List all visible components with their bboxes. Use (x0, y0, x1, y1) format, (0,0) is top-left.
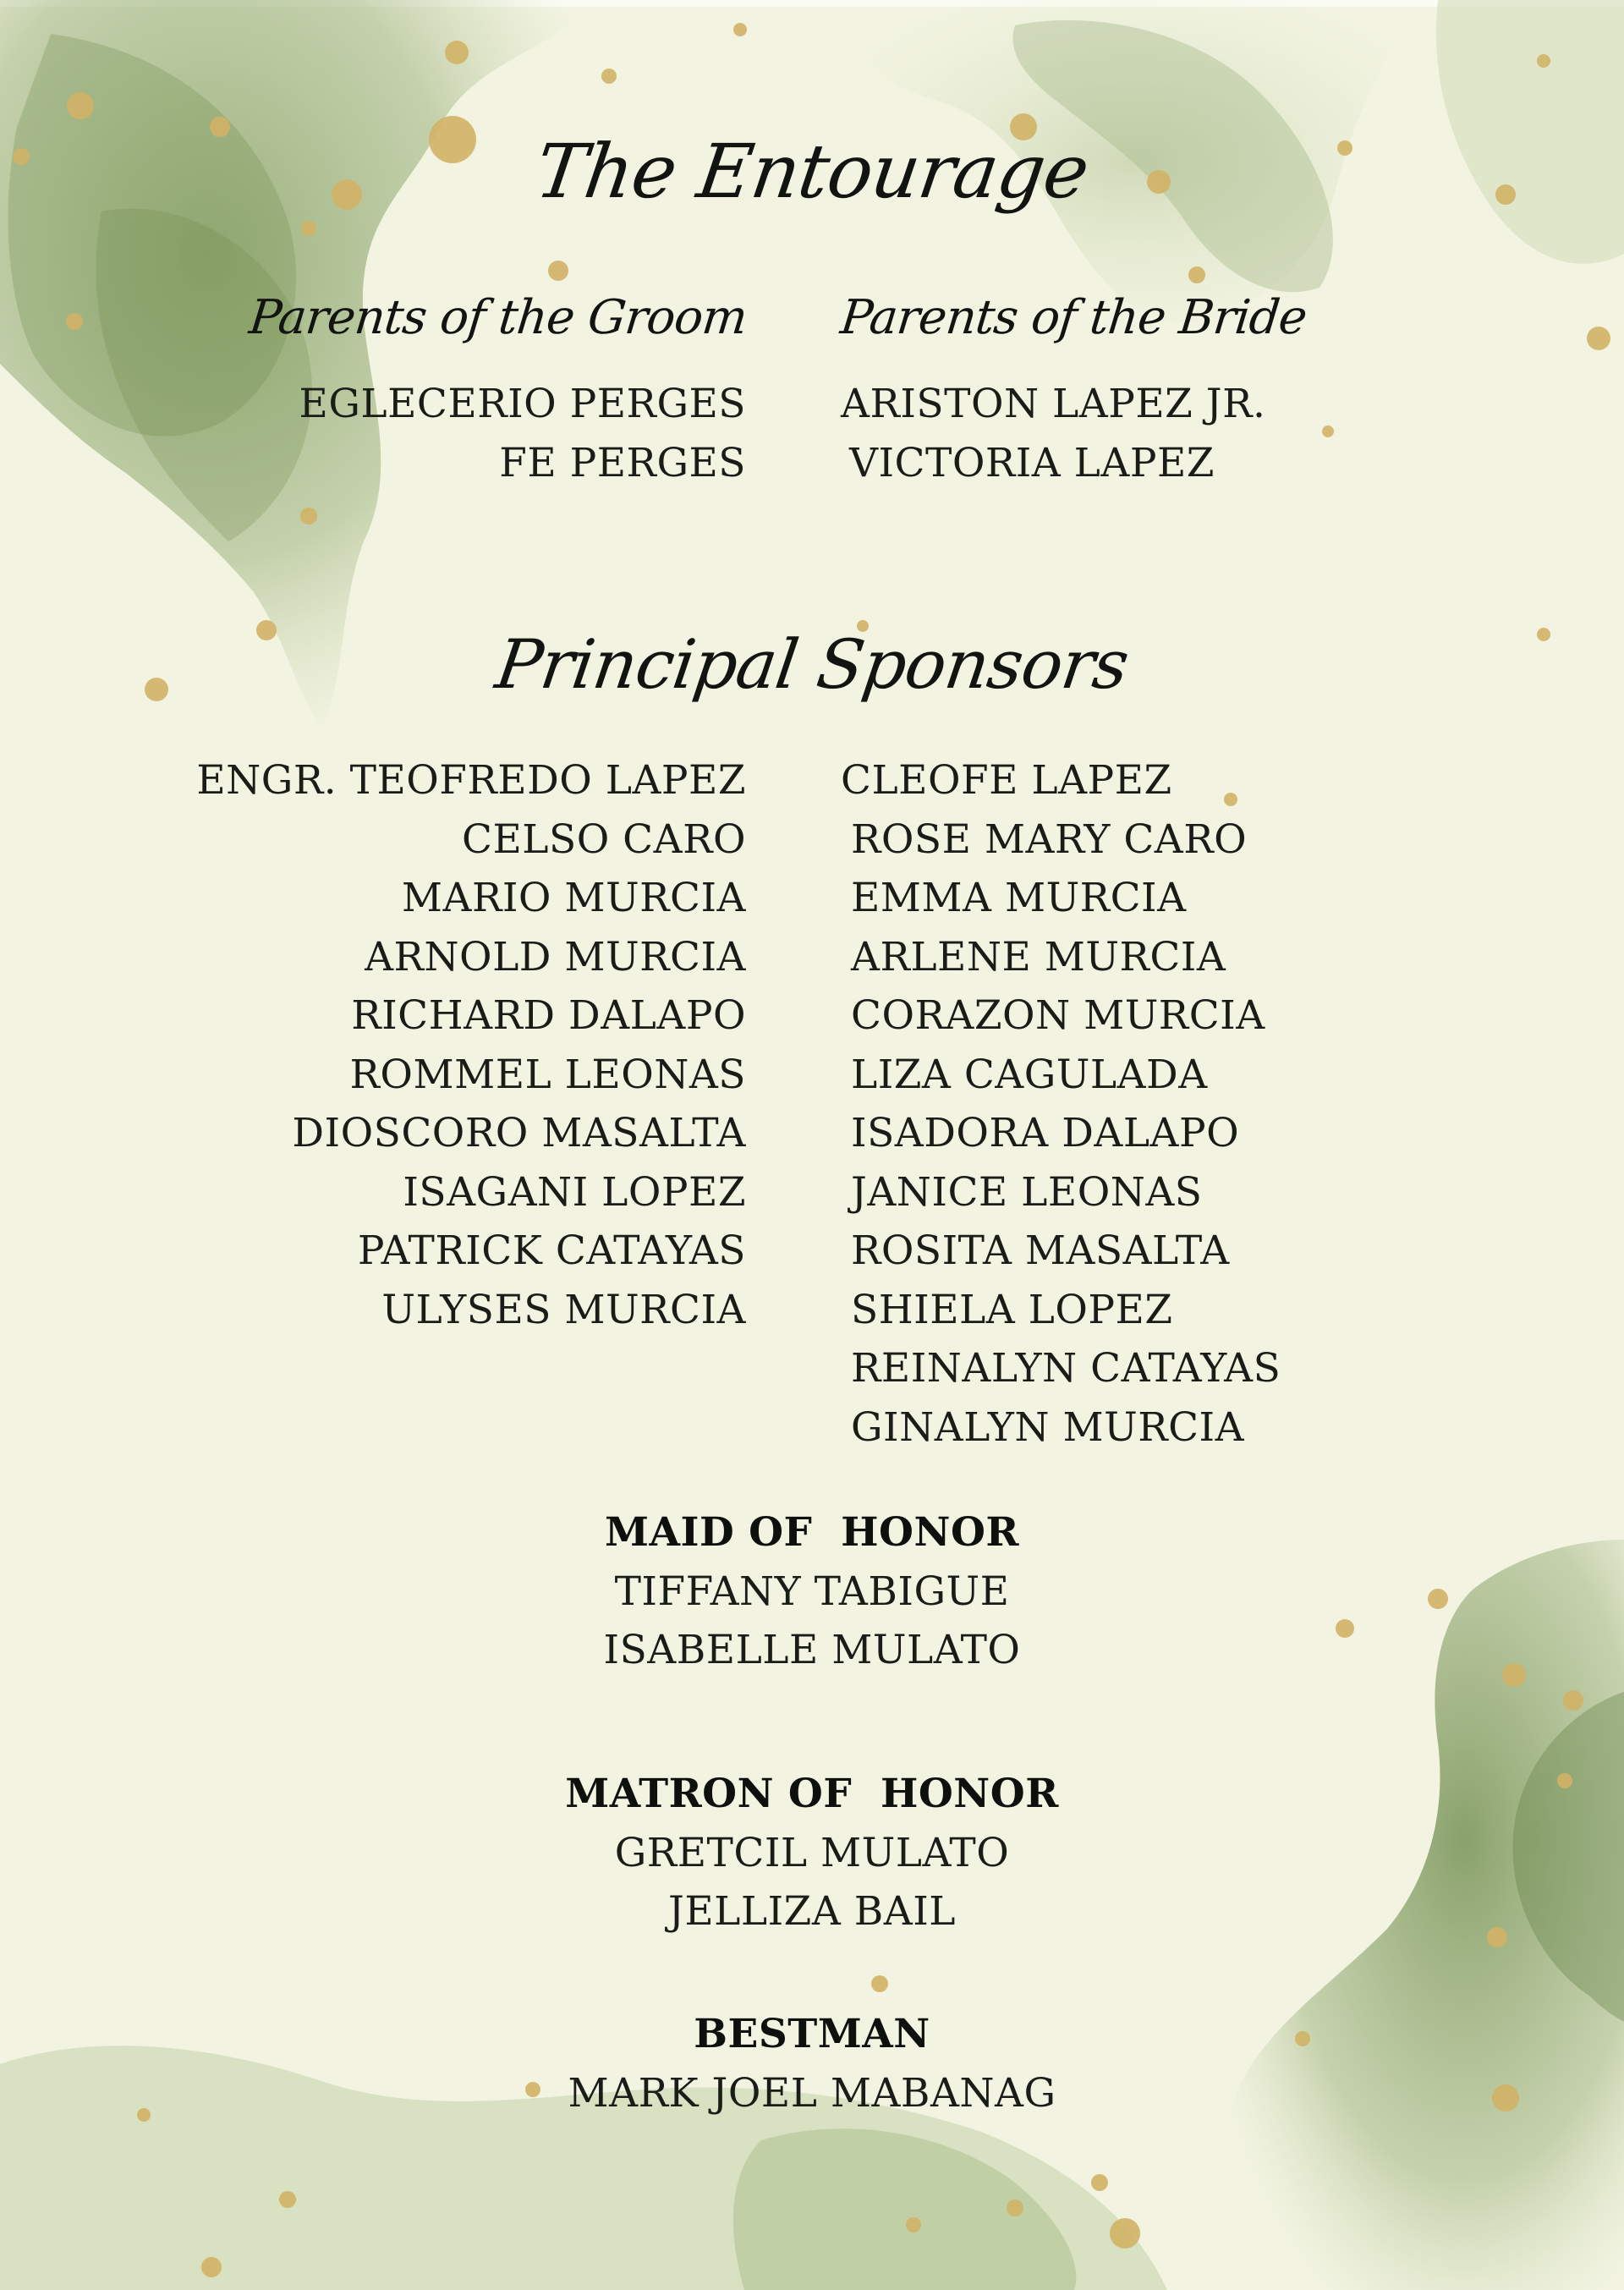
list-item: TIFFANY TABIGUE (614, 1568, 1010, 1615)
page-title: The Entourage (530, 128, 1094, 215)
bestman-heading: BESTMAN (694, 2011, 930, 2057)
list-item: FE PERGES (499, 439, 746, 486)
list-item: ISADORA DALAPO (851, 1110, 1240, 1156)
list-item: DIOSCORO MASALTA (292, 1110, 746, 1156)
list-item: CLEOFE LAPEZ (841, 757, 1172, 804)
list-item: JANICE LEONAS (851, 1168, 1203, 1216)
list-item: SHIELA LOPEZ (851, 1286, 1173, 1333)
list-item: ARISTON LAPEZ JR. (841, 381, 1266, 427)
list-item: EMMA MURCIA (851, 875, 1187, 921)
list-item: CORAZON MURCIA (851, 992, 1265, 1039)
list-item: VICTORIA LAPEZ (849, 439, 1215, 486)
bestman-section (0, 2005, 1624, 2123)
parents-of-bride-list (841, 375, 1265, 492)
parents-of-groom-list (299, 375, 746, 492)
principal-sponsors-right-list (841, 751, 1281, 1457)
list-item: EGLECERIO PERGES (299, 381, 746, 427)
list-item: ARNOLD MURCIA (365, 933, 746, 980)
parents-of-groom-section (246, 288, 749, 349)
list-item: ROSITA MASALTA (851, 1227, 1230, 1274)
list-item: REINALYN CATAYAS (851, 1345, 1281, 1392)
list-item: RICHARD DALAPO (351, 992, 746, 1039)
list-item: MARIO MURCIA (401, 875, 746, 921)
maid-of-honor-section (0, 1503, 1624, 1680)
matron-of-honor-heading: MATRON OF HONOR (565, 1771, 1059, 1817)
parents-of-bride-heading: Parents of the Bride (837, 290, 1309, 345)
principal-sponsors-left-list (196, 751, 746, 1339)
parents-of-bride-section (837, 288, 1309, 349)
maid-of-honor-heading: MAID OF HONOR (605, 1509, 1019, 1556)
list-item: ROSE MARY CARO (851, 816, 1248, 863)
list-item: ROMMEL LEONAS (349, 1051, 746, 1098)
list-item: MARK JOEL MABANAG (568, 2069, 1056, 2117)
list-item: LIZA CAGULADA (851, 1051, 1208, 1098)
list-item: CELSO CARO (462, 816, 746, 863)
list-item: ARLENE MURCIA (851, 933, 1226, 980)
matron-of-honor-section (0, 1765, 1624, 1941)
list-item: GRETCIL MULATO (614, 1829, 1010, 1876)
list-item: JELLIZA BAIL (668, 1888, 956, 1935)
list-item: ENGR. TEOFREDO LAPEZ (196, 757, 746, 804)
list-item: PATRICK CATAYAS (357, 1227, 746, 1274)
list-item: ISAGANI LOPEZ (403, 1168, 746, 1216)
list-item: ULYSES MURCIA (381, 1286, 746, 1333)
principal-sponsors-heading: Principal Sponsors (491, 625, 1133, 704)
list-item: ISABELLE MULATO (603, 1627, 1021, 1673)
list-item: GINALYN MURCIA (851, 1403, 1245, 1451)
parents-of-groom-heading: Parents of the Groom (246, 290, 749, 345)
